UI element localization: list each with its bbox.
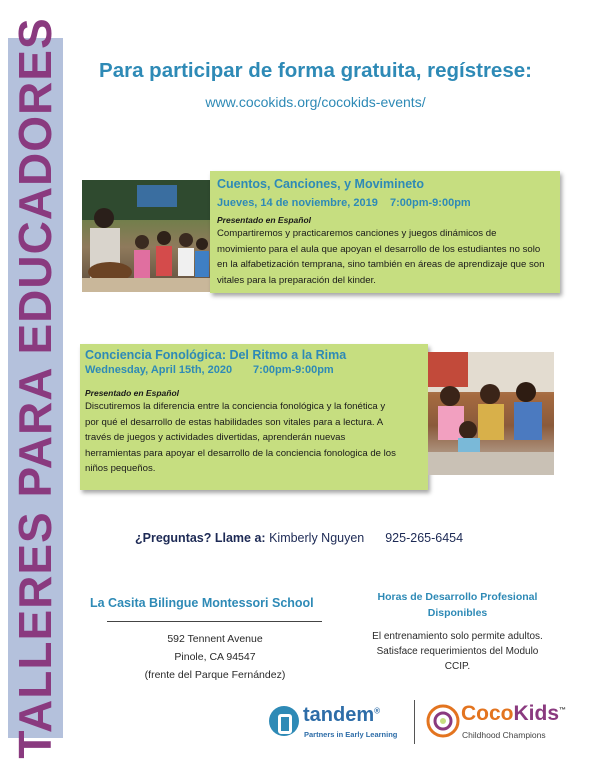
contact-prompt: ¿Preguntas? Llame a: (135, 531, 266, 545)
event2-presented: Presentado en Español (85, 388, 179, 398)
event2-time: 7:00pm-9:00pm (253, 364, 334, 376)
school-address-street: 592 Tennent Avenue (167, 633, 263, 645)
school-divider (107, 621, 322, 622)
school-address-note: (frente del Parque Fernández) (144, 669, 286, 681)
pd-heading-line1: Horas de Desarrollo Profesional (377, 591, 538, 603)
pd-text-line1: El entrenamiento solo permite adultos. (372, 631, 543, 642)
event1-presented: Presentado en Español (217, 215, 311, 225)
cocokids-tagline: Childhood Champions (462, 730, 546, 740)
event2-photo (428, 352, 554, 475)
event2-description: Discutiremos la diferencia entre la conciencia fonológica y la fonética y por qué el desarrollo de estas habilidades son vitales para a lectura. A través de juegos y actividades divertidas, aprenderán nuevas herramientas para apoyar el desarrollo de la conciencia fonologica de los niños pequeños. (85, 401, 396, 474)
event1-description: Compartiremos y practicaremos canciones y juegos dinámicos de movimiento para el aula que apoyan el desarrollo de los estudiantes no solo en la alfabetización temprana, sino también en áreas de aprendizaje que son vitales para la preparación del kinder. (217, 228, 545, 286)
school-name: La Casita Bilingue Montessori School (90, 596, 314, 610)
contact-line (135, 531, 463, 545)
event1-title: Cuentos, Canciones, y Movimineto (217, 177, 424, 191)
side-title: TALLERES PARA EDUCADORES (9, 17, 61, 759)
tandem-tagline: Partners in Early Learning (304, 730, 398, 739)
cocokids-logo: CocoKids™ (461, 702, 567, 725)
event1-time: 7:00pm-9:00pm (390, 197, 471, 209)
event2-title: Conciencia Fonológica: Del Ritmo a la Rima (85, 348, 347, 362)
event2-date: Wednesday, April 15th, 2020 (85, 364, 233, 376)
contact-phone[interactable]: 925-265-6454 (385, 531, 464, 545)
school-address-city: Pinole, CA 94547 (174, 651, 256, 663)
event2-card (80, 344, 428, 490)
pd-text-line3: CCIP. (444, 661, 471, 672)
pd-heading-line2: Disponibles (427, 607, 488, 619)
tandem-logo-icon (269, 706, 299, 736)
event1-date: Jueves, 14 de noviembre, 2019 (217, 197, 378, 209)
cocokids-logo-icon (426, 704, 460, 738)
tandem-logo: tandem® (303, 704, 381, 726)
pd-text-line2: Satisface requerimientos del Modulo (376, 646, 539, 657)
event1-card (210, 171, 560, 293)
registration-url[interactable]: www.cocokids.org/cocokids-events/ (205, 94, 426, 110)
event1-photo (82, 180, 210, 292)
contact-name: Kimberly Nguyen (269, 531, 365, 545)
registration-headline: Para participar de forma gratuita, regístrese: (99, 59, 532, 82)
logo-divider (414, 700, 415, 744)
